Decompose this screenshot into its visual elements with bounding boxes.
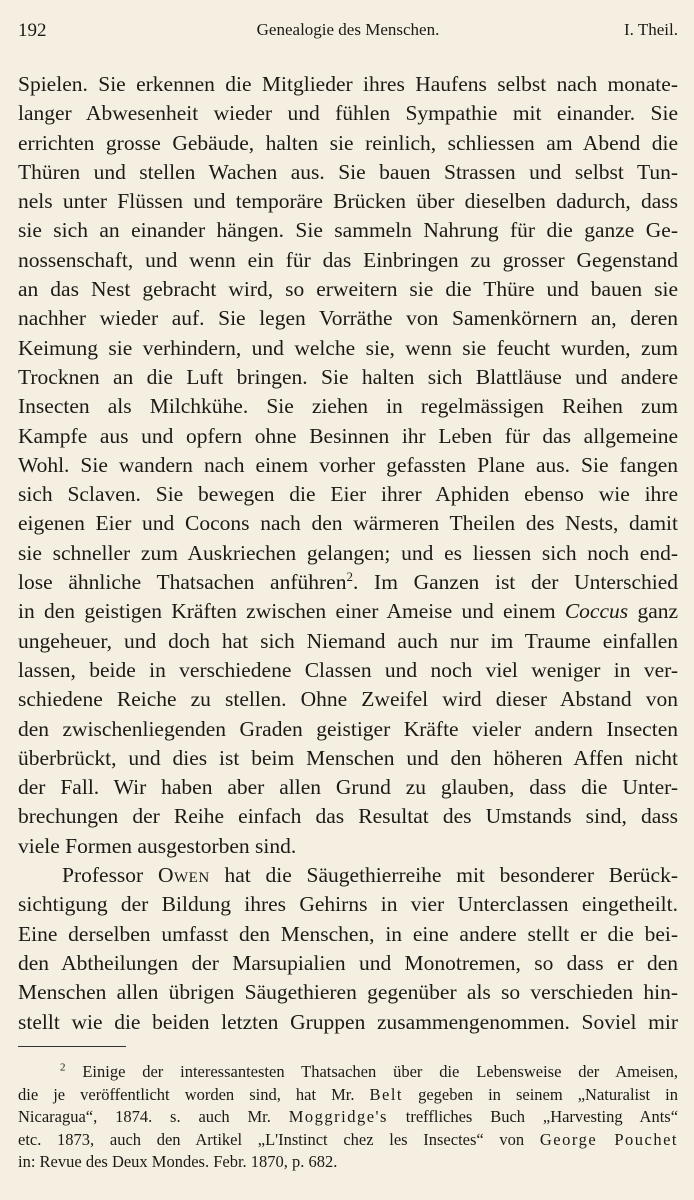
text-line: sichtigung der Bildung ihres Gehirns in vier Unterclassen eingetheilt. (18, 892, 678, 917)
text-line: sie sich an einander hängen. Sie sammeln Nahrung für die ganze Ge- (18, 218, 678, 243)
text-fragment: lose ähnliche Thatsachen anführen (18, 570, 347, 595)
text-fragment: in den geistigen Kräften zwischen einer Ameise und einem (18, 599, 556, 624)
text-line: errichten grosse Gebäude, halten sie reinlich, schliessen am Abend die (18, 130, 678, 155)
text-line: stellt wie die beiden letzten Gruppen zusammengenommen. Soviel mir (18, 1009, 678, 1034)
text-line (18, 861, 678, 890)
author-name: Belt (369, 1084, 404, 1104)
text-line: den Abtheilungen der Marsupialien und Monotremen, so dass er den (18, 950, 678, 975)
text-line: Wohl. Sie wandern nach einem vorher gefassten Plane aus. Sie fangen (18, 452, 678, 477)
text-fragment: hat die Säugethierreihe mit besonderer Berück- (224, 863, 679, 888)
text-line: langer Abwesenheit wieder und fühlen Sympathie mit einander. Sie (18, 101, 678, 126)
text-line: viele Formen ausgestorben sind. (18, 833, 297, 858)
author-name: Owen (158, 863, 210, 888)
author-name: Moggridge's (288, 1107, 388, 1126)
text-fragment: treffliches Buch „Harvesting Ants“ (405, 1107, 679, 1126)
text-fragment: etc. 1873, auch den Artikel „L'Instinct chez les Insectes“ von (18, 1129, 525, 1149)
text-fragment: ganz (637, 599, 679, 624)
text-line: nachher wieder auf. Sie legen Vorräthe von Samenkörnern an, deren (18, 306, 678, 331)
text-fragment: Professor (62, 863, 144, 888)
text-line: sie schneller zum Auskriechen gelangen; und es liessen sich noch end- (18, 540, 678, 565)
text-line: den zwischenliegenden Graden geistiger Kräfte vieler andern Insecten (18, 716, 678, 741)
text-line: Kampfe aus und opfern ohne Besinnen ihr Leben für das allgemeine (18, 423, 678, 448)
text-fragment: . Im Ganzen ist der Unterschied (352, 570, 679, 595)
footnote-line: in: Revue des Deux Mondes. Febr. 1870, p. 682. (18, 1152, 338, 1171)
text-line: Insecten als Milchkühe. Sie ziehen in regelmässigen Reihen zum (18, 394, 678, 419)
text-line (18, 568, 678, 597)
running-title: Genealogie des Menschen. (256, 20, 440, 39)
footnote-line (18, 1106, 678, 1129)
main-text (18, 70, 678, 1037)
text-fragment: Nicaragua“, 1874. s. auch Mr. (18, 1107, 271, 1126)
text-line: nels unter Flüssen und temporäre Brücken über dieselben dadurch, dass (18, 189, 678, 214)
author-name: George Pouchet (539, 1129, 679, 1149)
text-fragment: Einige der interessantesten Thatsachen über die Lebensweise der Ameisen, (82, 1062, 678, 1081)
text-line: Spielen. Sie erkennen die Mitglieder ihres Haufens selbst nach monate- (18, 72, 678, 96)
footnote-reference[interactable]: 2 (346, 568, 353, 584)
text-fragment: die je veröffentlicht worden sind, hat Mr. (18, 1084, 355, 1104)
text-line: eigenen Eier und Cocons nach den wärmeren Theilen des Nests, damit (18, 511, 678, 536)
text-line: ungeheuer, und doch hat sich Niemand auch nur im Traume einfallen (18, 628, 678, 653)
text-line (18, 597, 678, 626)
text-line: Eine derselben umfasst den Menschen, in eine andere stellt er die bei- (18, 921, 678, 946)
text-line: schiedene Reiche zu stellen. Ohne Zweifel wird dieser Abstand von (18, 687, 678, 712)
text-line: Keimung sie verhindern, und welche sie, wenn sie feucht wurden, zum (18, 335, 678, 360)
part-label: I. Theil. (624, 20, 678, 39)
footnote (18, 1061, 678, 1174)
text-line: sich Sclaven. Sie bewegen die Eier ihrer Aphiden ebenso wie ihre (18, 482, 678, 507)
footnote-divider (18, 1046, 126, 1047)
text-line: Menschen allen übrigen Säugethieren gegenüber als so verschieden hin- (18, 980, 678, 1005)
text-line: an das Nest gebracht wird, so erweitern sie die Thüre und bauen sie (18, 277, 678, 302)
text-line: überbrückt, und dies ist beim Menschen und den höheren Affen nicht (18, 745, 678, 770)
text-line: Trocknen an die Luft bringen. Sie halten sich Blattläuse und andere (18, 364, 678, 389)
footnote-marker: 2 (60, 1061, 66, 1074)
footnote-line (18, 1061, 678, 1084)
italic-term: Coccus (564, 599, 629, 624)
text-line: nossenschaft, und wenn ein für das Einbringen zu grosser Gegenstand (18, 247, 678, 272)
text-line: der Fall. Wir haben aber allen Grund zu glauben, dass die Unter- (18, 775, 678, 800)
page-number: 192 (18, 20, 47, 41)
footnote-line (18, 1129, 678, 1152)
text-fragment: gegeben in seinem „Naturalist in (418, 1084, 678, 1104)
text-line: brechungen der Reihe einfach das Resultat des Umstands sind, dass (18, 804, 678, 829)
text-line: lassen, beide in verschiedene Classen und noch viel weniger in ver- (18, 657, 678, 682)
text-line: Thüren und stellen Wachen aus. Sie bauen Strassen und selbst Tun- (18, 159, 678, 184)
page-header (18, 20, 678, 46)
footnote-line (18, 1084, 678, 1107)
